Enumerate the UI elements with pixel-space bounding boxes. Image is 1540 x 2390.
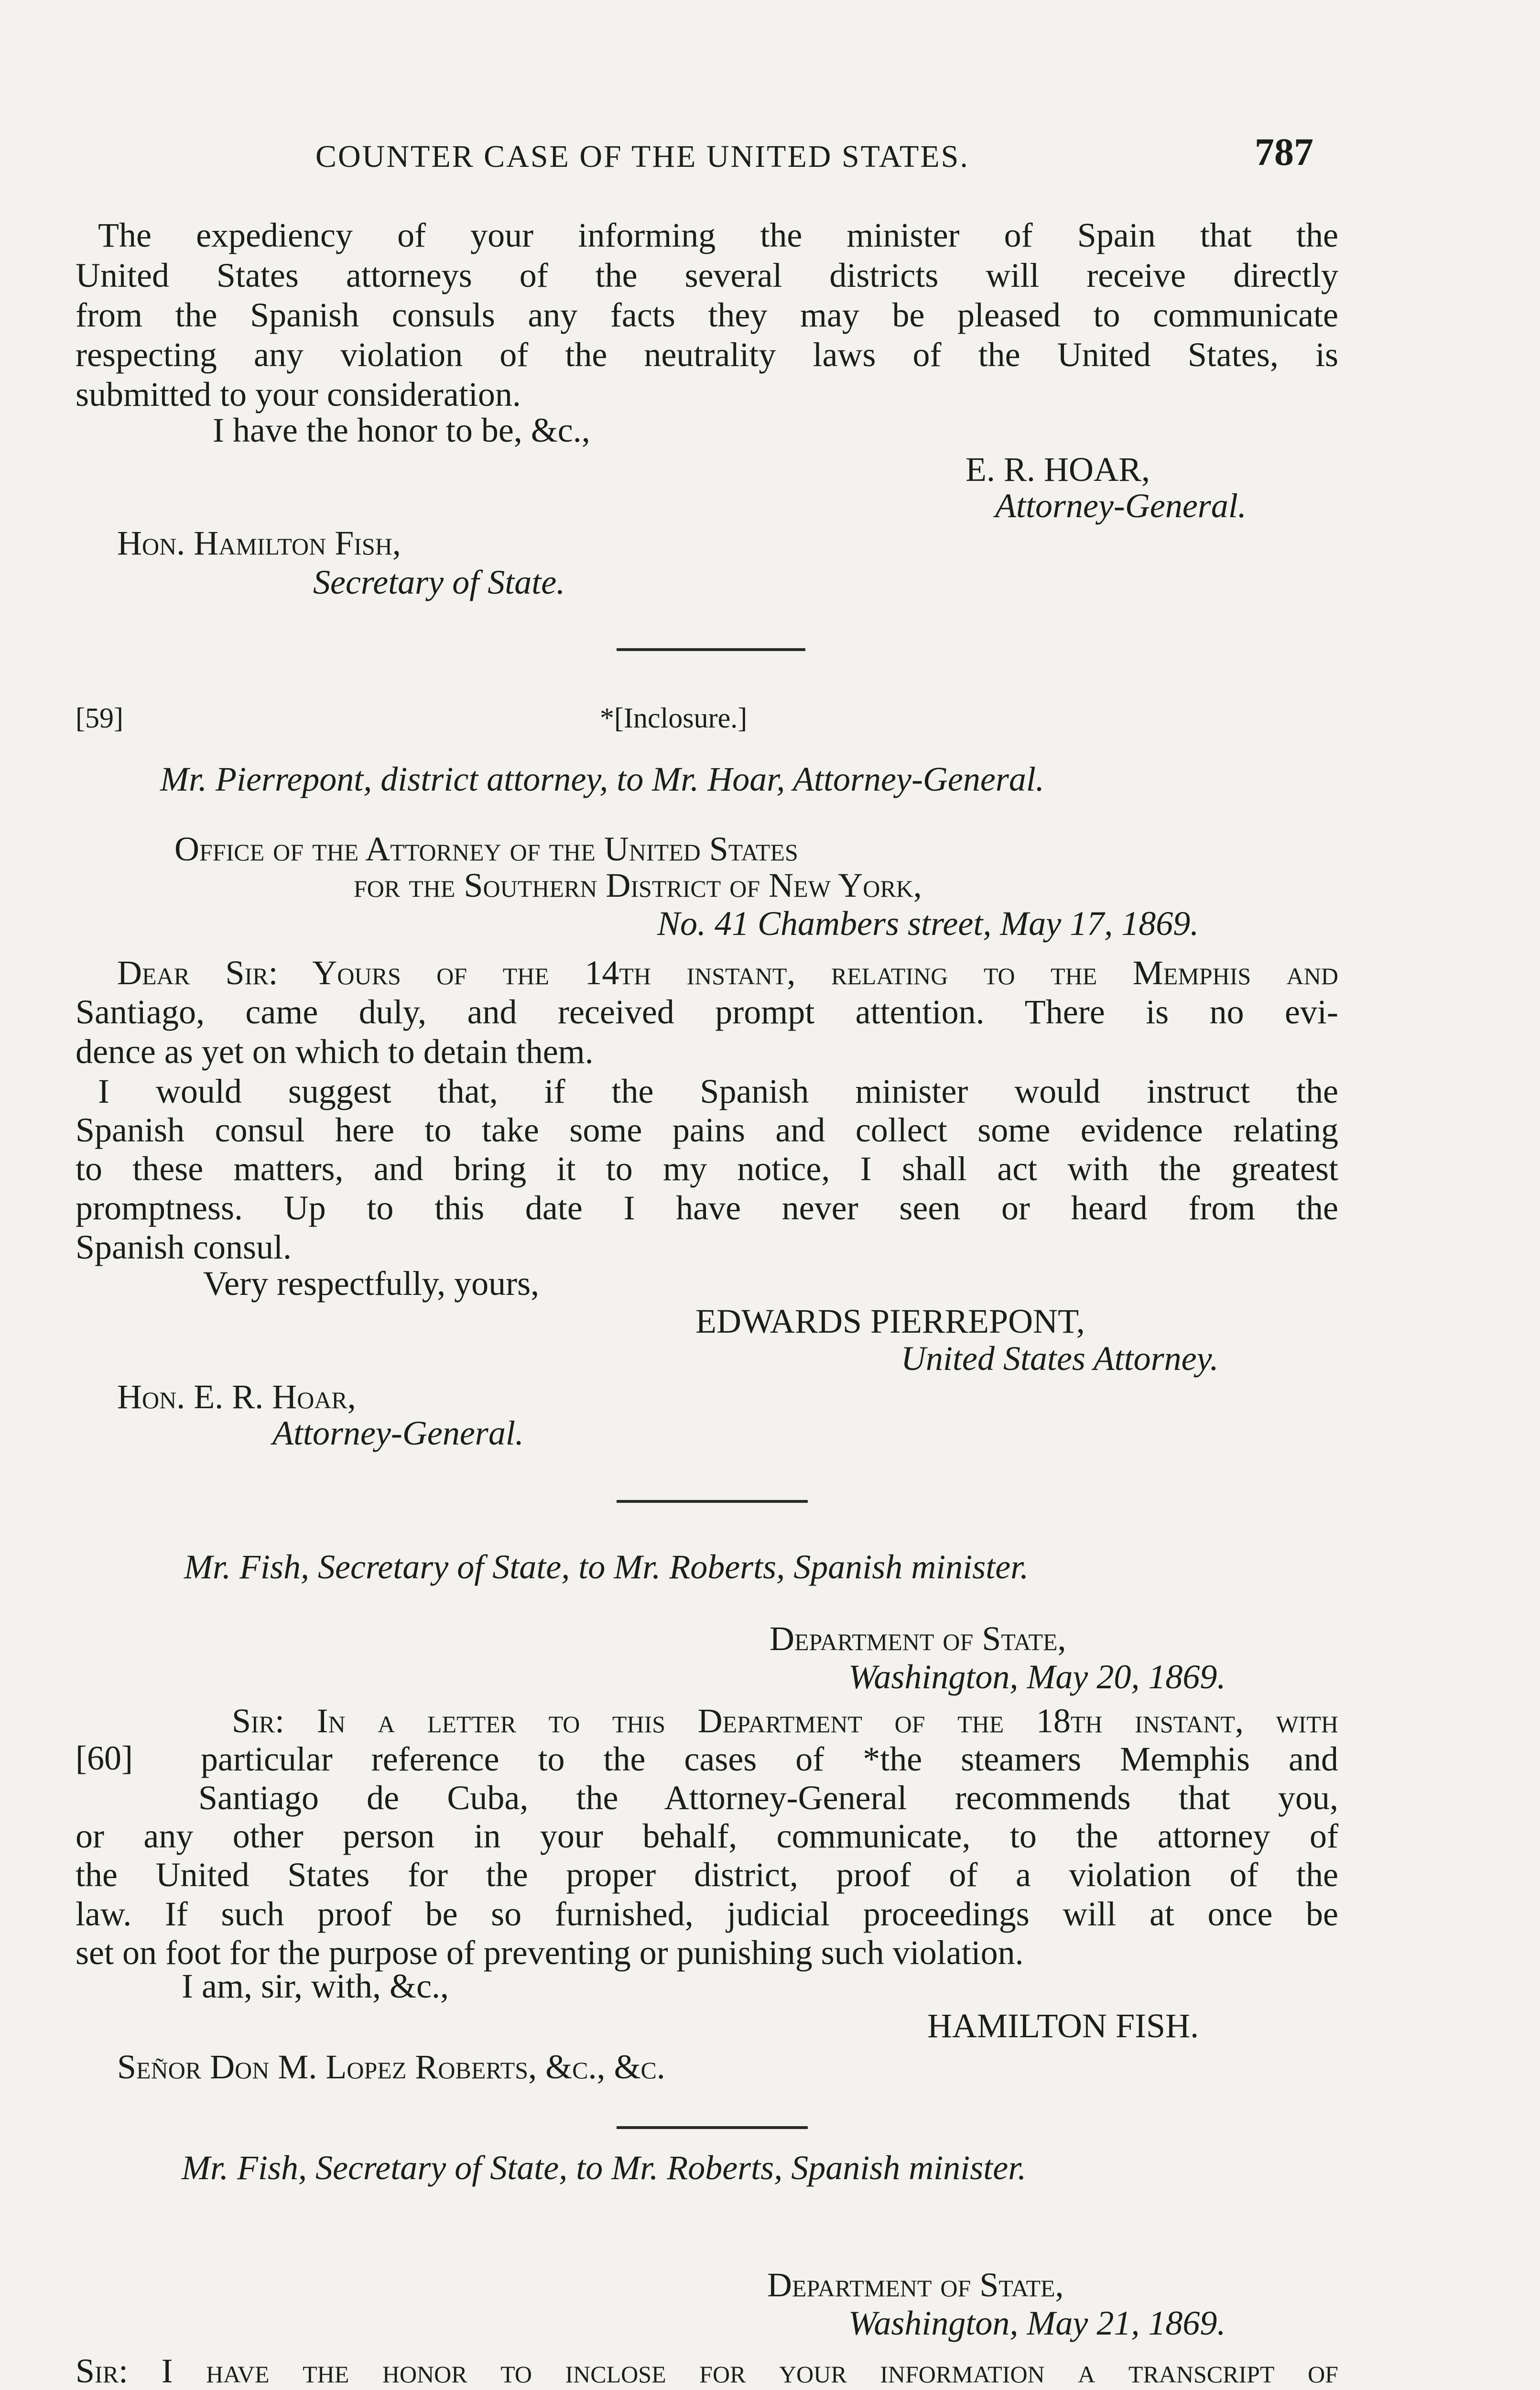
section-divider [617,1500,808,1503]
recipient-title: Attorney-General. [272,1414,524,1452]
recipient-title: Secretary of State. [313,563,565,601]
section-divider [617,2126,808,2129]
paragraph-line: set on foot for the purpose of preventing or punishing such violation. [76,1934,1024,1972]
paragraph-line: particular reference to the cases of *the steamers Memphis and [201,1740,1338,1778]
paragraph-line: Sir: In a letter to this Department of the 18th instant, with [232,1702,1338,1740]
paragraph-line: respecting any violation of the neutrality laws of the United States, is [76,336,1338,374]
paragraph-line: promptness. Up to this date I have never seen or heard from the [76,1189,1338,1227]
recipient-name: Señor Don M. Lopez Roberts, &c., &c. [117,2048,665,2086]
margin-marker: [59] [76,702,123,734]
closing-line: I am, sir, with, &c., [182,1967,449,2005]
running-title: COUNTER CASE OF THE UNITED STATES. [315,139,969,174]
inclosure-label: *[Inclosure.] [600,702,748,734]
margin-marker: [60] [76,1739,133,1777]
dateline: Washington, May 21, 1869. [848,2304,1226,2342]
paragraph-line: dence as yet on which to detain them. [76,1032,594,1071]
page-number: 787 [1255,130,1313,174]
department-address: Department of State, [770,1619,1066,1658]
office-address-line: for the Southern District of New York, [354,866,922,904]
dateline: No. 41 Chambers street, May 17, 1869. [657,904,1199,943]
department-address: Department of State, [767,2266,1064,2304]
paragraph-line: or any other person in your behalf, communicate, to the attorney of [76,1817,1338,1855]
recipient-name: Hon. E. R. Hoar, [117,1378,356,1416]
signature-name: EDWARDS PIERREPONT, [695,1302,1085,1340]
closing-line: I have the honor to be, &c., [213,411,590,449]
signature-title: Attorney-General. [995,487,1247,525]
signature-name: E. R. HOAR, [965,450,1150,489]
recipient-name: Hon. Hamilton Fish, [117,524,401,562]
signature-title: United States Attorney. [901,1339,1219,1378]
closing-line: Very respectfully, yours, [203,1264,540,1303]
paragraph-line: Santiago de Cuba, the Attorney-General recommends that you, [198,1779,1338,1817]
paragraph-line: to these matters, and bring it to my notice, I shall act with the greatest [76,1150,1338,1188]
signature-name: HAMILTON FISH. [927,2007,1199,2045]
paragraph-line: I would suggest that, if the Spanish minister would instruct the [98,1072,1338,1110]
paragraph-line: from the Spanish consuls any facts they may be pleased to communicate [76,296,1338,334]
paragraph-line: law. If such proof be so furnished, judicial proceedings will at once be [76,1895,1338,1933]
section-divider [617,648,805,651]
paragraph-line: Santiago, came duly, and received prompt attention. There is no evi- [76,993,1338,1031]
paragraph-line: submitted to your consideration. [76,375,521,413]
office-address-line: Office of the Attorney of the United States [174,830,798,868]
paragraph-line: Sir: I have the honor to inclose for your information a transcript of [76,2352,1338,2390]
paragraph-line: the United States for the proper district, proof of a violation of the [76,1856,1338,1894]
paragraph-line: United States attorneys of the several districts will receive directly [76,256,1338,294]
letter-heading: Mr. Fish, Secretary of State, to Mr. Roberts, Spanish minister. [182,2149,1027,2187]
letter-heading: Mr. Pierrepont, district attorney, to Mr. Hoar, Attorney-General. [160,760,1044,798]
letter-heading: Mr. Fish, Secretary of State, to Mr. Roberts, Spanish minister. [184,1548,1029,1586]
paragraph-line: Spanish consul here to take some pains and collect some evidence relating [76,1111,1338,1149]
dateline: Washington, May 20, 1869. [848,1658,1226,1696]
paragraph-line: Dear Sir: Yours of the 14th instant, relating to the Memphis and [117,954,1338,992]
paragraph-line: The expediency of your informing the minister of Spain that the [98,216,1338,254]
paragraph-line: Spanish consul. [76,1228,292,1266]
